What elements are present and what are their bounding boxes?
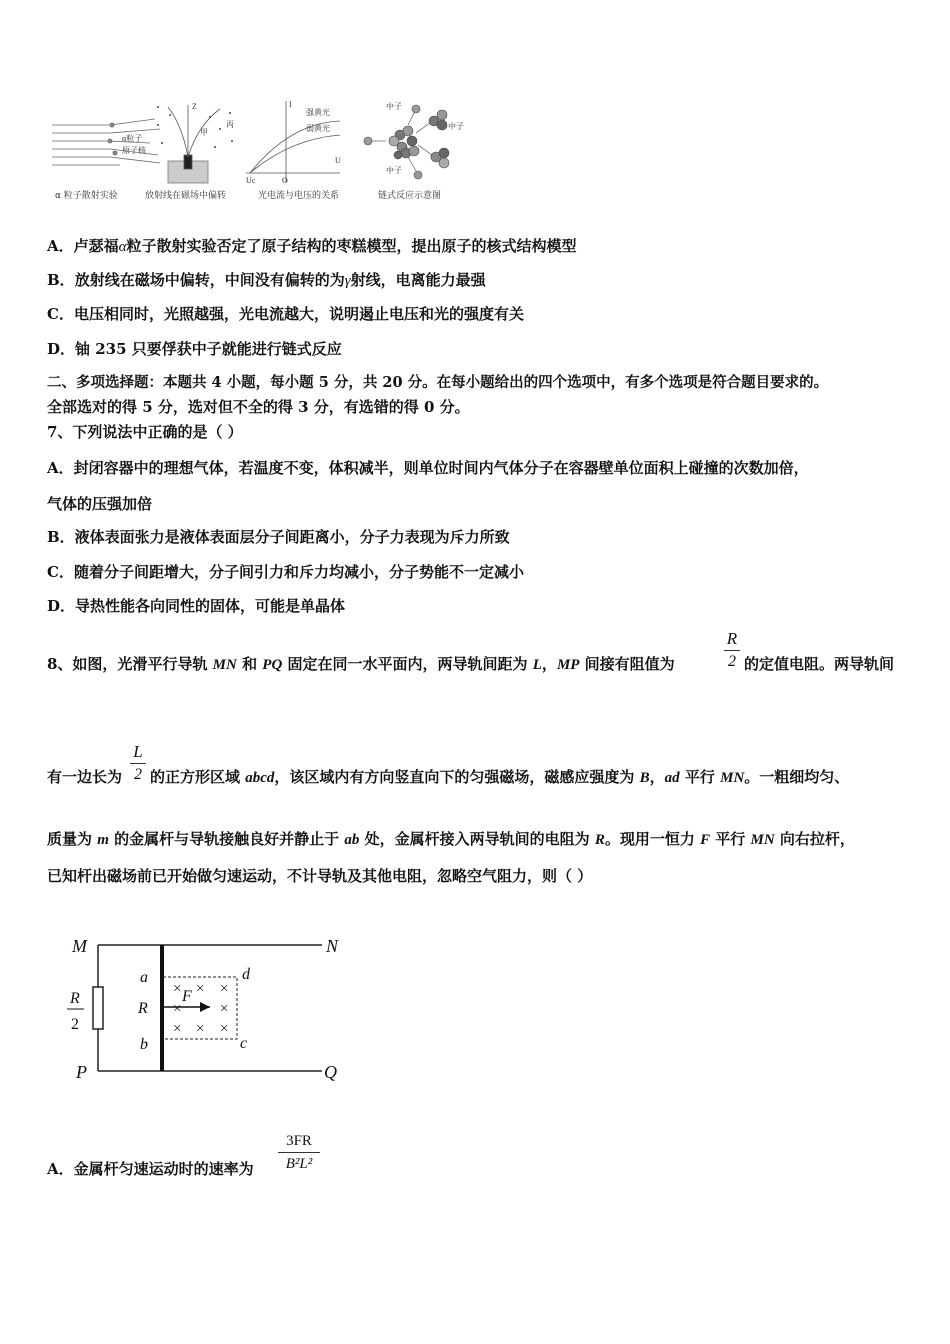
var-ab: ab [344, 832, 360, 848]
q7-option-c: C．随着分子间距增大，分子间引力和斥力均减小，分子势能不一定减小 [47, 563, 524, 581]
var-r: R [594, 832, 605, 848]
var-mn: MN [750, 832, 775, 848]
fig2-label-bing: 丙 [226, 120, 234, 129]
text: 的正方形区域 [150, 768, 246, 786]
var-b: B [639, 770, 650, 786]
text: 平行 [710, 830, 751, 848]
text: 向右拉杆， [774, 830, 855, 848]
section2-line2: 全部选对的得 5 分，选对但不全的得 3 分，有选错的得 0 分。 [47, 398, 470, 416]
fig2-label-z: Z [192, 102, 197, 111]
fig3-label-o: O [282, 176, 288, 185]
fig1-label-nucleus: 原子核 [122, 146, 146, 155]
q7-option-b: B．液体表面张力是液体表面层分子间距离小，分子力表现为斥力所致 [47, 528, 510, 546]
text: 质量为 [47, 830, 98, 848]
text: ， [649, 768, 665, 786]
option-text: 电压相同时，光照越强，光电流越大，说明遏止电压和光的强度有关 [73, 305, 524, 323]
circuit-diagram [60, 925, 360, 1095]
q8-line1-tail: 的定值电阻。两导轨间 [744, 655, 895, 673]
option-letter: D． [47, 340, 76, 358]
text: ， [541, 655, 557, 673]
fraction-bar [724, 650, 740, 651]
fig3-label-i: I [289, 100, 292, 109]
alpha-symbol: α [118, 239, 127, 255]
option-text: 粒子散射实验否定了原子结构的枣糕模型，提出原子的核式结构模型 [126, 237, 577, 255]
fig3-label-u: U [335, 156, 341, 165]
cross: × [220, 1001, 229, 1017]
q8-line4: 已知杆出磁场前已开始做匀速运动，不计导轨及其他电阻，忽略空气阻力，则（ ） [47, 867, 593, 885]
text: 。现用一恒力 [604, 830, 701, 848]
numerator: L [133, 742, 143, 761]
fraction-bar [278, 1152, 320, 1153]
text: 和 [236, 655, 263, 673]
q8-line1 [47, 654, 675, 675]
var-pq: PQ [262, 657, 283, 673]
label-q: Q [324, 1062, 337, 1082]
label-n: N [326, 936, 339, 956]
option-letter: B． [47, 271, 75, 289]
q7-option-d: D．导热性能各向同性的固体，可能是单晶体 [47, 597, 346, 615]
var-ad: ad [664, 770, 680, 786]
caption-radiation-deflection: 放射线在磁场中偏转 [145, 191, 227, 201]
denominator: 2 [728, 653, 736, 670]
q7-option-a-line2: 气体的压强加倍 [47, 495, 153, 513]
text: 平行 [679, 768, 721, 786]
var-m: m [97, 832, 109, 848]
fig4-label-neutron-bottom: 中子 [386, 166, 402, 175]
var-mp: MP [556, 657, 580, 673]
half-r-den: 2 [71, 1016, 79, 1033]
fraction-l-over-2 [130, 742, 146, 785]
label-m: M [72, 936, 87, 956]
cross: × [173, 1001, 182, 1017]
text: ，该区域内有方向竖直向下的匀强磁场，磁感应强度为 [274, 768, 640, 786]
section2-line1: 二、多项选择题：本题共 4 小题，每小题 5 分，共 20 分。在每小题给出的四个选项中，有多个选项是符合题目要求的。 [47, 374, 829, 391]
var-mn: MN [720, 770, 745, 786]
text: 处，金属杆接入两导轨间的电阻为 [359, 830, 595, 848]
option-letter: A． [47, 237, 74, 255]
cross: × [220, 981, 229, 997]
fraction-r-over-2 [724, 629, 740, 672]
cross: × [196, 1021, 205, 1037]
label-c: c [240, 1035, 248, 1052]
resistor [93, 987, 103, 1029]
fig3-label-weak: 弱黄光 [306, 124, 330, 133]
label-f: F [182, 988, 192, 1005]
fig2-label-jia: 甲 [200, 128, 208, 137]
var-l: L [532, 657, 542, 673]
radiation-deflection-figure [168, 105, 220, 183]
text: 间接有阻值为 [579, 655, 675, 673]
fraction-bar [130, 763, 146, 764]
text: 8、如图，光滑平行导轨 [47, 655, 213, 673]
var-mn: MN [212, 657, 237, 673]
numerator: 3FR [286, 1133, 312, 1149]
q8-option-a: A．金属杆匀速运动时的速率为 [47, 1160, 254, 1178]
fig1-label-alpha: α粒子 [122, 134, 143, 143]
option-letter: C． [47, 305, 74, 323]
cross: × [196, 981, 205, 997]
option-text: 铀 235 只要俘获中子就能进行链式反应 [75, 340, 342, 358]
fraction-3fr-over-b2l2 [278, 1131, 320, 1174]
chain-reaction-figure [364, 105, 449, 179]
q8-line2 [150, 767, 849, 788]
caption-photocurrent: 光电流与电压的关系 [258, 191, 340, 201]
q7-option-a-line1: A．封闭容器中的理想气体，若温度不变，体积减半，则单位时间内气体分子在容器壁单位面积上碰撞的次数加倍， [47, 459, 809, 477]
q6-option-d [47, 339, 342, 359]
fig3-label-strong: 强黄光 [306, 108, 330, 117]
q7-stem: 7、下列说法中正确的是（ ） [47, 423, 243, 441]
cross: × [220, 1021, 229, 1037]
half-r-num: R [70, 990, 80, 1007]
q6-option-a [47, 236, 577, 257]
label-b: b [140, 1036, 148, 1053]
q6-option-c [47, 304, 524, 324]
q6-option-b [47, 270, 486, 291]
fig4-label-neutron-right: 中子 [448, 122, 464, 131]
denominator: B²L² [285, 1156, 313, 1172]
q8-line2-head: 有一边长为 [47, 768, 123, 786]
label-d: d [242, 966, 250, 983]
fig3-label-uc: Uc [246, 176, 256, 185]
caption-chain-reaction: 链式反应示意图 [378, 191, 442, 201]
numerator: R [726, 629, 738, 648]
q8-line3 [47, 829, 855, 850]
text: 固定在同一水平面内，两导轨间距为 [282, 655, 533, 673]
text: 的金属杆与导轨接触良好并静止于 [108, 830, 345, 848]
var-abcd: abcd [245, 770, 275, 786]
label-r: R [138, 1000, 148, 1017]
denominator: 2 [134, 766, 142, 783]
cross: × [173, 1021, 182, 1037]
option-text: 放射线在磁场中偏转，中间没有偏转的为 [74, 271, 345, 289]
text: 。一粗细均匀、 [744, 768, 850, 786]
cross: × [173, 981, 182, 997]
label-a: a [140, 969, 148, 986]
fig4-label-neutron-top: 中子 [386, 102, 402, 111]
var-f: F [700, 832, 711, 848]
alpha-scattering-figure [52, 119, 160, 165]
option-text: 卢瑟福 [73, 237, 119, 255]
caption-alpha-scattering: α 粒子散射实验 [55, 191, 118, 201]
option-text: 射线，电离能力最强 [350, 271, 486, 289]
label-p: P [76, 1062, 87, 1082]
gamma-symbol: γ [344, 273, 351, 289]
